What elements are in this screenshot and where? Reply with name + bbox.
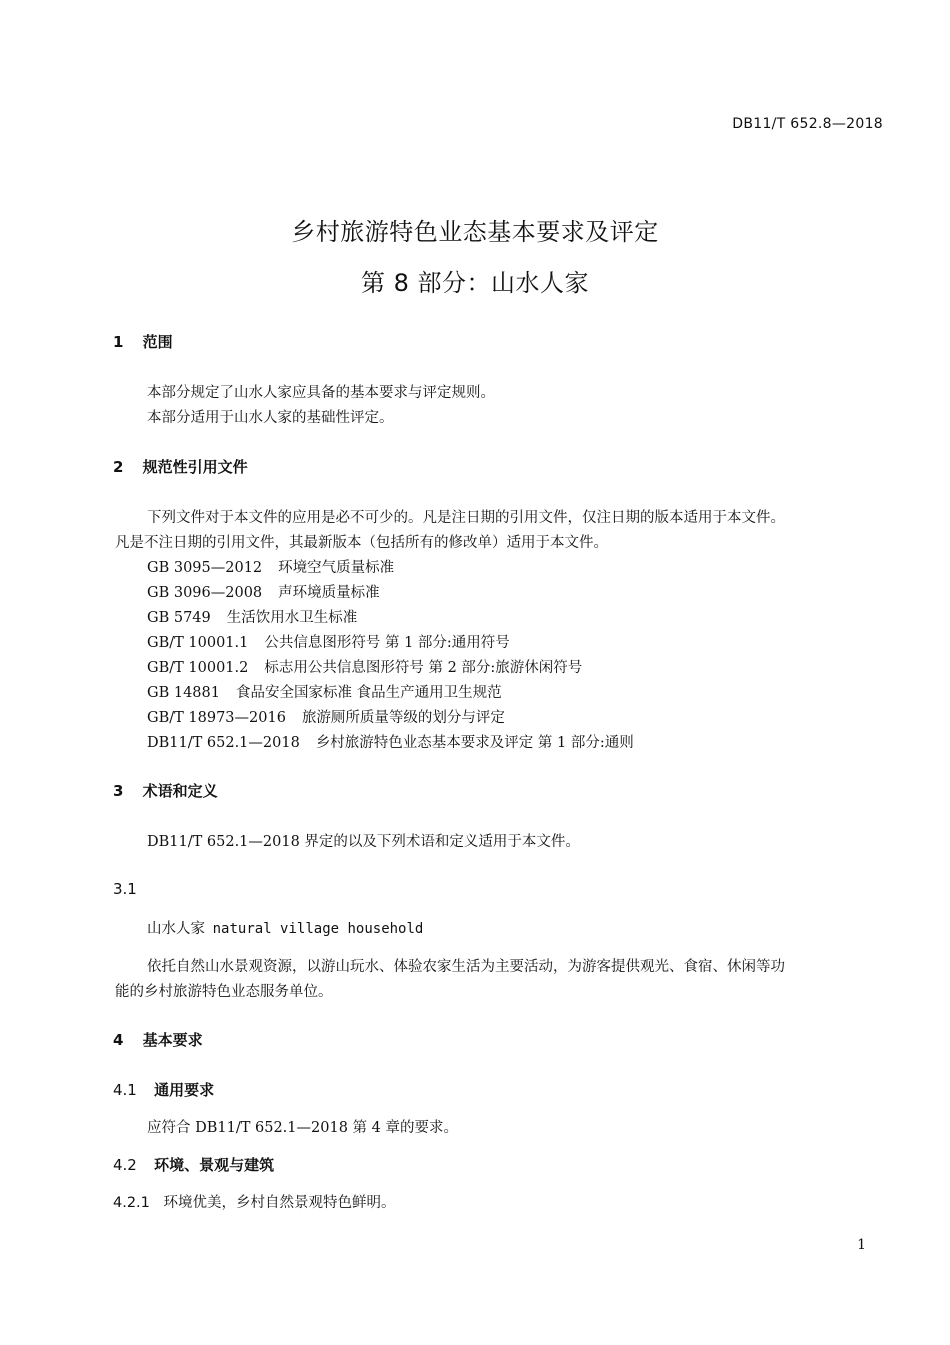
page-number: 1 — [857, 1237, 866, 1253]
reference-item — [147, 581, 380, 602]
section-title: 基本要求 — [142, 1031, 203, 1049]
reference-title: 声环境质量标准 — [278, 585, 380, 601]
section-2-heading — [113, 456, 248, 477]
section-title: 范围 — [142, 333, 173, 351]
reference-item — [147, 656, 582, 677]
reference-title: 环境空气质量标准 — [278, 560, 395, 576]
reference-item — [147, 556, 394, 577]
reference-item — [147, 606, 357, 627]
reference-title: 标志用公共信息图形符号 第 2 部分:旅游休闲符号 — [264, 660, 583, 676]
reference-item — [147, 631, 510, 652]
reference-title: 生活饮用水卫生标准 — [226, 610, 358, 626]
section-title: 规范性引用文件 — [142, 458, 248, 476]
section-4-heading — [113, 1029, 203, 1050]
reference-code: GB 14881 — [147, 685, 220, 701]
clause-title: 环境、景观与建筑 — [154, 1156, 275, 1174]
section-number: 2 — [113, 458, 124, 476]
section-3-paragraph: DB11/T 652.1—2018 界定的以及下列术语和定义适用于本文件。 — [147, 834, 580, 850]
reference-title: 食品安全国家标准 食品生产通用卫生规范 — [235, 685, 502, 701]
reference-code: DB11/T 652.1—2018 — [147, 735, 300, 751]
term-definition-line-2: 能的乡村旅游特色业态服务单位。 — [115, 984, 333, 1000]
clause-4-2-1 — [113, 1191, 396, 1212]
section-2-intro-line-1: 下列文件对于本文件的应用是必不可少的。凡是注日期的引用文件，仅注日期的版本适用于本文件。 — [147, 510, 785, 526]
section-1-paragraph-1: 本部分规定了山水人家应具备的基本要求与评定规则。 — [147, 385, 495, 401]
term-english: natural village household — [212, 921, 424, 937]
document-subtitle: 第 8 部分：山水人家 — [360, 269, 590, 297]
reference-title: 公共信息图形符号 第 1 部分:通用符号 — [264, 635, 510, 651]
reference-item — [147, 731, 634, 752]
section-3-heading — [113, 780, 218, 801]
clause-number: 4.1 — [113, 1081, 137, 1099]
reference-title: 旅游厕所质量等级的划分与评定 — [301, 710, 505, 726]
reference-item — [147, 706, 505, 727]
clause-4-1-paragraph: 应符合 DB11/T 652.1—2018 第 4 章的要求。 — [147, 1120, 458, 1136]
reference-item — [147, 681, 502, 702]
clause-title: 通用要求 — [154, 1081, 215, 1099]
section-title: 术语和定义 — [142, 782, 218, 800]
section-number: 4 — [113, 1031, 124, 1049]
term-definition-line-1: 依托自然山水景观资源，以游山玩水、体验农家生活为主要活动，为游客提供观光、食宿、休闲等功 — [147, 959, 785, 975]
term-entry — [147, 917, 423, 938]
clause-text: 环境优美，乡村自然景观特色鲜明。 — [163, 1195, 396, 1211]
clause-4-1-heading — [113, 1079, 214, 1100]
document-number: DB11/T 652.8—2018 — [732, 116, 883, 132]
term-chinese: 山水人家 — [147, 921, 205, 937]
reference-code: GB/T 10001.2 — [147, 660, 249, 676]
section-1-paragraph-2: 本部分适用于山水人家的基础性评定。 — [147, 410, 394, 426]
document-title: 乡村旅游特色业态基本要求及评定 — [291, 218, 659, 246]
reference-code: GB/T 10001.1 — [147, 635, 249, 651]
section-number: 3 — [113, 782, 124, 800]
reference-code: GB 3096—2008 — [147, 585, 263, 601]
clause-3-1-number: 3.1 — [113, 880, 137, 898]
clause-number: 4.2.1 — [113, 1195, 150, 1211]
section-1-heading — [113, 331, 173, 352]
reference-title: 乡村旅游特色业态基本要求及评定 第 1 部分:通则 — [315, 735, 634, 751]
reference-code: GB 3095—2012 — [147, 560, 263, 576]
section-2-intro-line-2: 凡是不注日期的引用文件，其最新版本（包括所有的修改单）适用于本文件。 — [115, 535, 608, 551]
reference-code: GB/T 18973—2016 — [147, 710, 286, 726]
reference-code: GB 5749 — [147, 610, 211, 626]
clause-number: 4.2 — [113, 1156, 137, 1174]
clause-4-2-heading — [113, 1154, 274, 1175]
section-number: 1 — [113, 333, 124, 351]
